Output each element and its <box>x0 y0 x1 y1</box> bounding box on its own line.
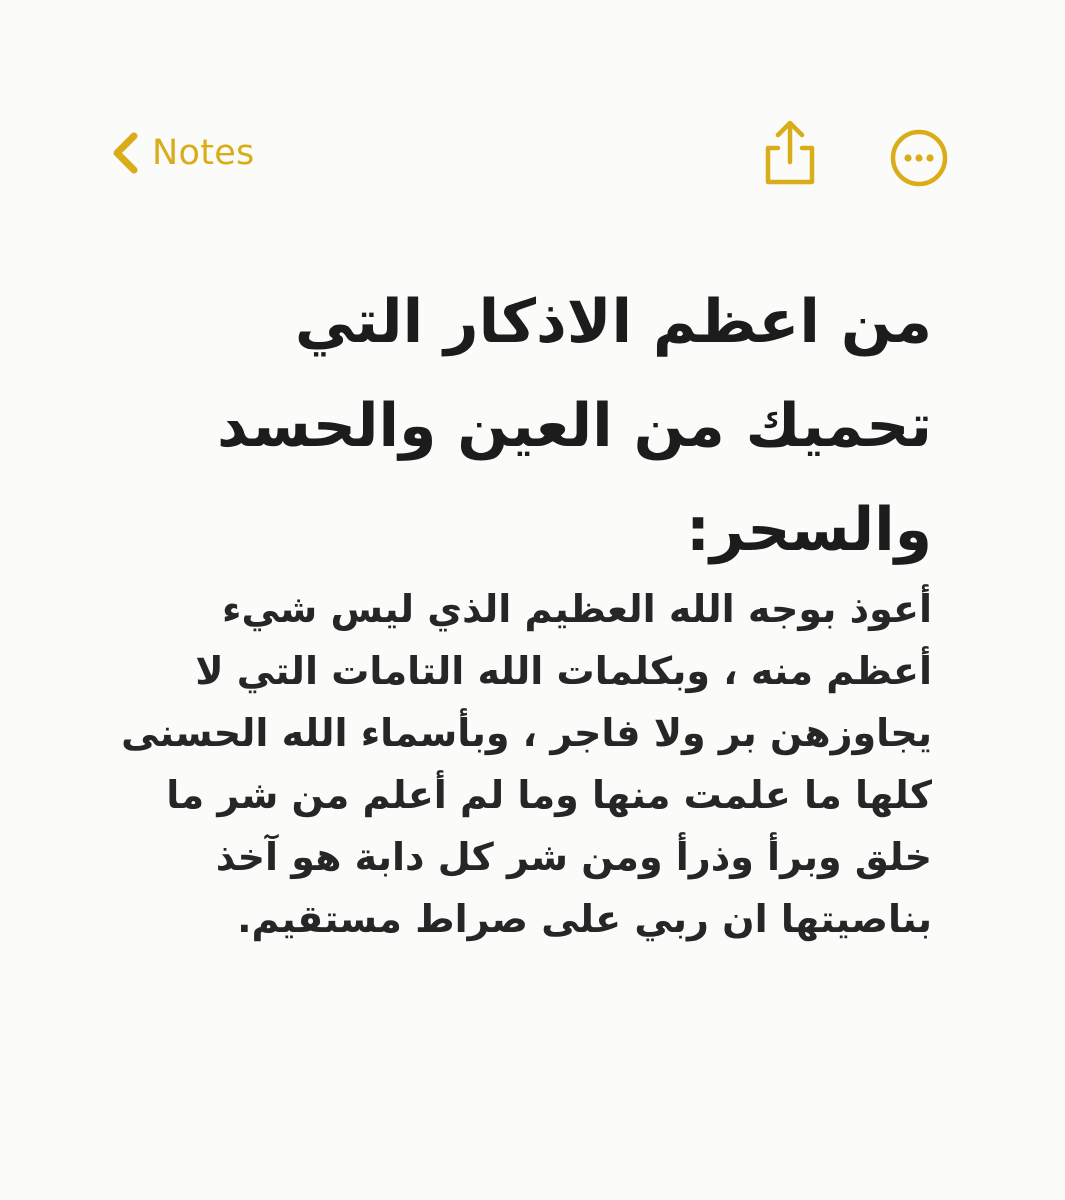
chevron-left-icon <box>104 128 148 178</box>
more-options-button[interactable] <box>888 127 950 189</box>
share-button[interactable] <box>760 118 820 188</box>
note-body[interactable]: أعوذ بوجه الله العظيم الذي ليس شيء أعظم منه ، وبكلمات الله التامات التي لا يجاوزهن بر ولا فاجر ، وبأسماء الله الحسنى كلها ما علمت منها وما لم أعلم من شر ما خلق وبرأ وذرأ ومن شر كل دابة هو آخذ بناصيتها ان ربي على صراط مستقيم. <box>121 587 932 941</box>
navigation-bar <box>0 110 1065 200</box>
note-title[interactable]: من اعظم الاذكار التي تحميك من العين والحسد والسحر: <box>217 287 932 565</box>
note-content[interactable] <box>120 270 932 950</box>
back-to-notes-button[interactable] <box>104 128 255 178</box>
share-icon <box>760 118 820 188</box>
ellipsis-circle-icon <box>888 127 950 189</box>
back-button-label: Notes <box>152 133 255 173</box>
